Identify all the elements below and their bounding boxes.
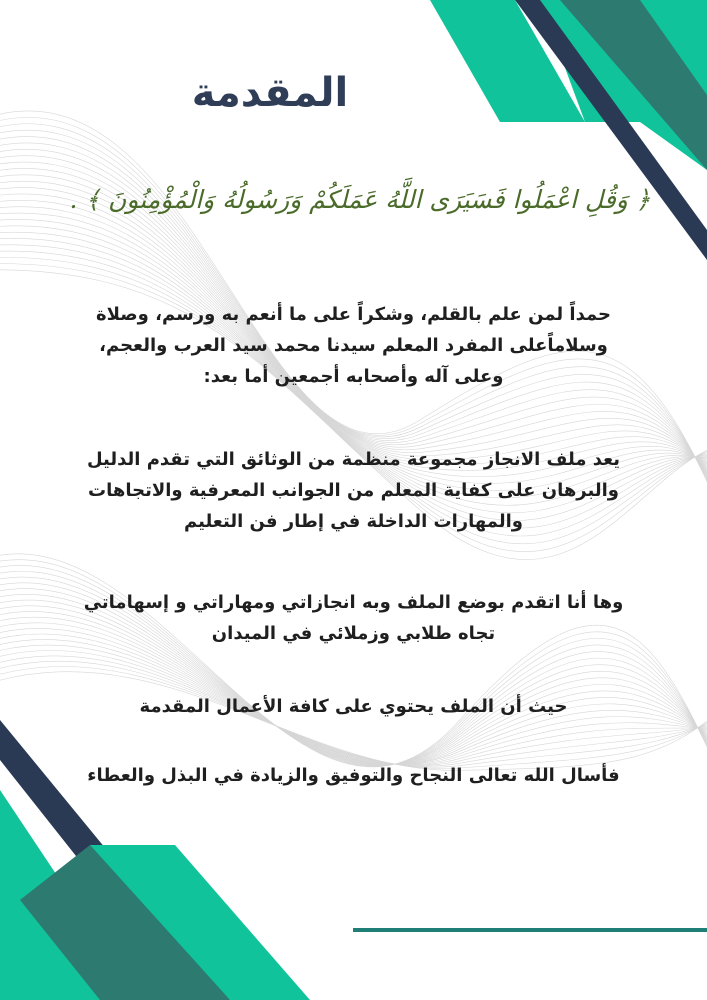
paragraph-intro bbox=[20, 299, 687, 392]
paragraph-line: وسلاماًعلى المفرد المعلم سيدنا محمد سيد العرب والعجم، bbox=[99, 335, 608, 356]
paragraph-line: فأسال الله تعالى النجاح والتوفيق والزيادة في البذل والعطاء bbox=[87, 765, 620, 786]
paragraph-line: وها أنا اتقدم بوضع الملف وبه انجازاتي ومهاراتي و إسهاماتي bbox=[83, 592, 624, 613]
paragraph-line: وعلى آله وأصحابه أجمعين أما بعد: bbox=[203, 366, 504, 387]
paragraph-line: والمهارات الداخلة في إطار فن التعليم bbox=[184, 511, 523, 532]
paragraph-contents bbox=[20, 691, 687, 722]
paragraph-line: يعد ملف الانجاز مجموعة منظمة من الوثائق التي تقدم الدليل bbox=[86, 449, 621, 470]
bottom-divider-line bbox=[353, 928, 707, 932]
paragraph-prayer bbox=[20, 760, 687, 791]
paragraph-line: حيث أن الملف يحتوي على كافة الأعمال المقدمة bbox=[139, 696, 568, 717]
page-title: المقدمة bbox=[191, 70, 349, 116]
paragraph-line: والبرهان على كفاية المعلم من الجوانب المعرفية والاتجاهات bbox=[88, 480, 619, 501]
quran-verse: ﴿ وَقُلِ اعْمَلُوا فَسَيَرَى اللَّهُ عَمَلَكُمْ وَرَسُولُهُ وَالْمُؤْمِنُونَ ﴾ . bbox=[69, 185, 651, 214]
paragraph-line: حمداً لمن علم بالقلم، وشكراً على ما أنعم به ورسم، وصلاة bbox=[95, 304, 612, 325]
paragraph-submission bbox=[20, 587, 687, 649]
paragraph-line: تجاه طلابي وزملائي في الميدان bbox=[211, 623, 496, 644]
paragraph-definition bbox=[20, 444, 687, 537]
